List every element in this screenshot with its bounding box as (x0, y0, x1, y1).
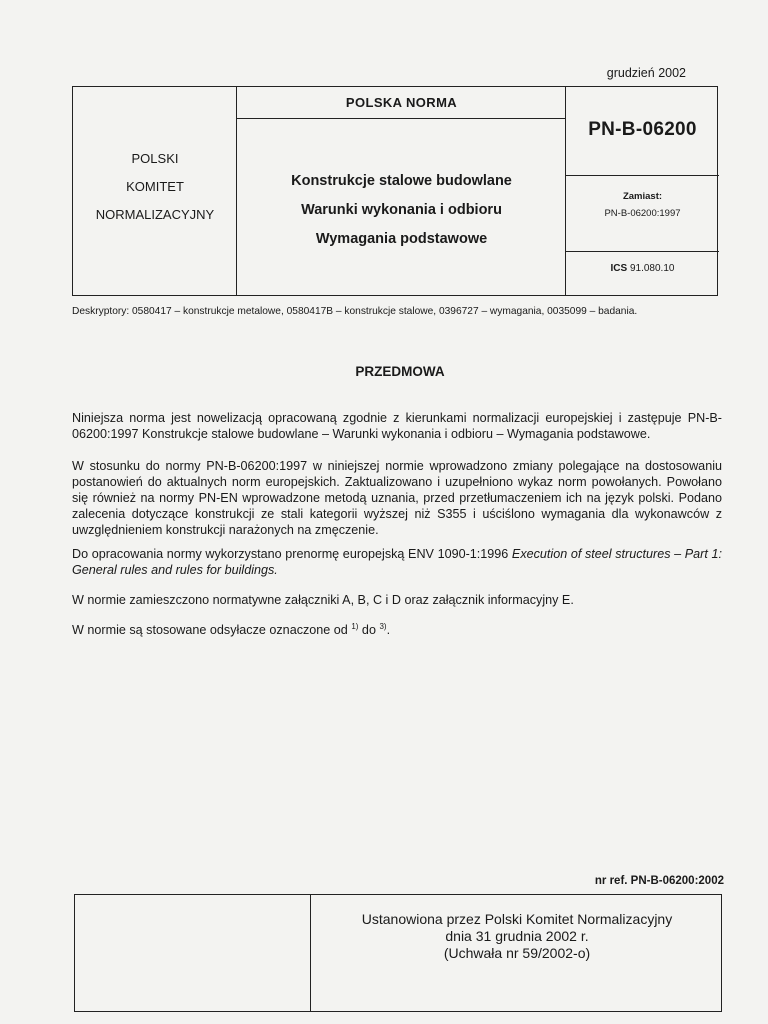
ics-value: 91.080.10 (629, 263, 675, 274)
preface-paragraph-1: Niniejsza norma jest nowelizacją opracowaną zgodnie z kierunkami normalizacji europejskiej i zastępuje PN-B-06200:1997 Konstrukcje stalowe budowlane – Warunki wykonania i odbioru – Wymagania podstawowe. (72, 411, 722, 441)
title-line-3: Wymagania podstawowe (315, 231, 488, 247)
descriptors: Deskryptory: 0580417 – konstrukcje metalowe, 0580417B – konstrukcje stalowe, 0396727 – wymagania, 0035099 – badania. (72, 306, 638, 317)
establishment-line-2: dnia 31 grudnia 2002 r. (445, 928, 589, 944)
title-line-1: Konstrukcje stalowe budowlane (291, 173, 512, 189)
number-divider (566, 175, 719, 176)
norm-label-divider (237, 118, 566, 119)
header-box (72, 86, 718, 296)
footnote-ref-1: 1) (351, 622, 359, 631)
committee-line-3: NORMALIZACYJNY (95, 207, 215, 222)
footer-box (74, 894, 722, 1012)
standard-number: PN-B-06200 (588, 119, 697, 140)
paragraph-5-end: . (386, 623, 391, 637)
committee-line-1: POLSKI (131, 151, 179, 166)
ics-code (566, 263, 719, 274)
establishment-line-3: (Uchwała nr 59/2002-o) (443, 945, 591, 961)
instead-divider (566, 251, 719, 252)
instead-value: PN-B-06200:1997 (604, 208, 681, 219)
footnote-ref-3: 3) (379, 622, 387, 631)
paragraph-3-text: Do opracowania normy wykorzystano prenormę europejską ENV 1090-1:1996 (72, 547, 512, 561)
preface-title: PRZEDMOWA (355, 364, 445, 379)
standard-title (237, 167, 566, 254)
committee-name (73, 145, 237, 229)
publication-date: grudzień 2002 (606, 66, 686, 80)
preface-paragraph-3 (72, 546, 722, 578)
ics-label: ICS (610, 263, 628, 274)
committee-line-2: KOMITET (126, 179, 184, 194)
preface-paragraph-2: W stosunku do normy PN-B-06200:1997 w niniejszej normie wprowadzono zmiany polegające na dostosowaniu postanowień do aktualnych norm europejskich. Zaktualizowano i uzupełniono wykaz norm powołanych. Powołano się również na normy PN-EN wprowadzone metodą uznania, przed przetłumaczeniem ich na język polski. Podano zalecenia dotyczące konstrukcji ze stali kategorii wyższej niż S355 i uściślono wymagania dla wykonawców z uwzględnieniem konstrukcji narażonych na zmęczenie. (72, 459, 722, 537)
paragraph-5-mid: do (358, 623, 380, 637)
paragraph-5-start: W normie są stosowane odsyłacze oznaczone od (72, 623, 352, 637)
title-line-2: Warunki wykonania i odbioru (301, 202, 502, 218)
norm-label: POLSKA NORMA (345, 95, 458, 110)
preface-paragraph-4: W normie zamieszczono normatywne załączniki A, B, C i D oraz załącznik informacyjny E. (72, 593, 574, 607)
establishment-note (311, 911, 723, 962)
establishment-line-1: Ustanowiona przez Polski Komitet Normalizacyjny (361, 911, 673, 927)
instead-label: Zamiast: (622, 191, 663, 202)
paragraph-3-italic: Execution of steel structures – Part 1: General rules and rules for buildings. (72, 547, 722, 577)
preface-paragraph-5 (72, 622, 722, 638)
reference-number: nr ref. PN-B-06200:2002 (594, 875, 724, 887)
